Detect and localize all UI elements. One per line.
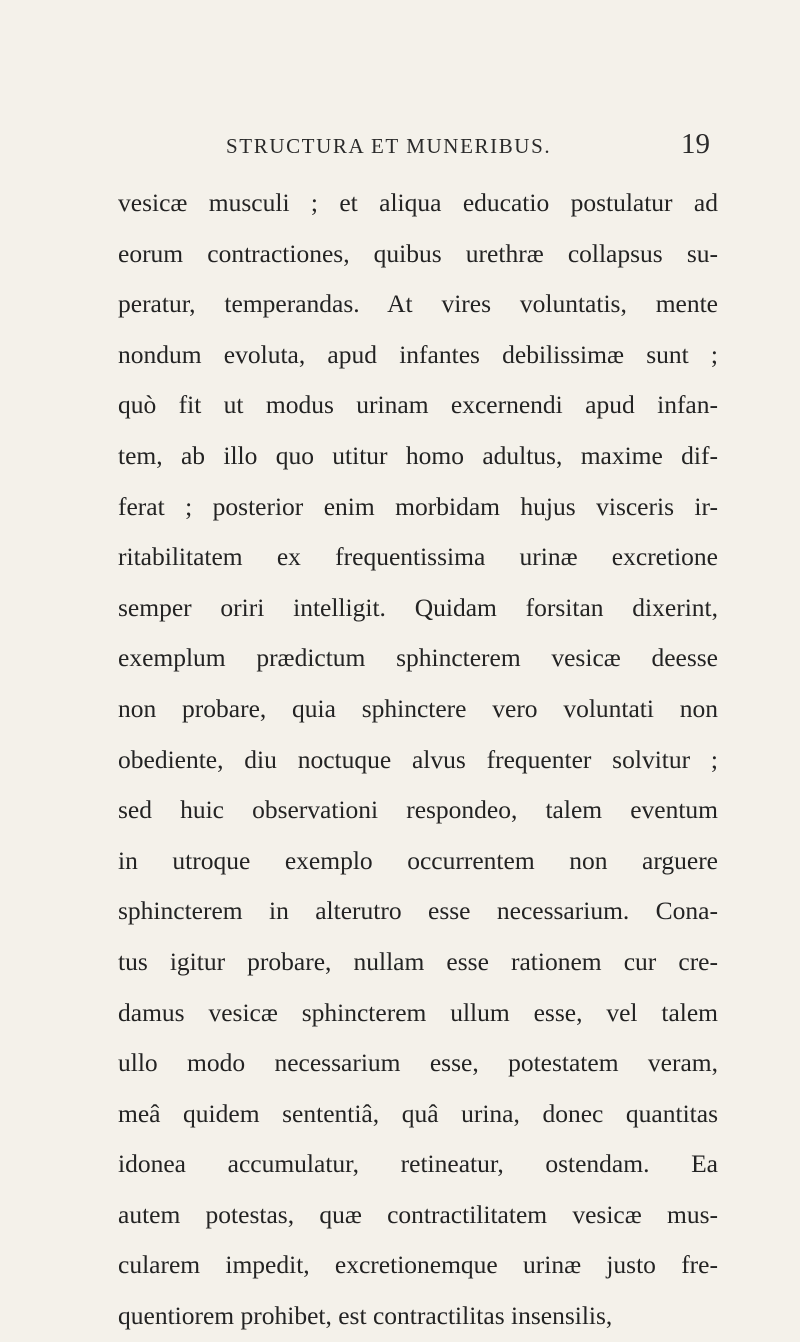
page-number: 19 [681, 128, 710, 160]
text-line: autem potestas, quæ contractilitatem vesicæ mus- [118, 1199, 718, 1229]
text-line: tus igitur probare, nullam esse rationem cur cre- [118, 946, 718, 976]
running-head [226, 128, 716, 164]
text-line: damus vesicæ sphincterem ullum esse, vel talem [118, 997, 718, 1027]
text-line: non probare, quia sphinctere vero voluntati non [118, 693, 718, 723]
text-line: ferat ; posterior enim morbidam hujus visceris ir- [118, 491, 718, 521]
text-line: idonea accumulatur, retineatur, ostendam. Ea [118, 1149, 718, 1179]
text-line: semper oriri intelligit. Quidam forsitan dixerint, [118, 592, 718, 622]
text-line: ullo modo necessarium esse, potestatem veram, [118, 1048, 718, 1078]
text-line: meâ quidem sententiâ, quâ urina, donec quantitas [118, 1098, 718, 1128]
text-line: quentiorem prohibet, est contractilitas insensilis, [118, 1301, 613, 1331]
text-line: in utroque exemplo occurrentem non arguere [118, 845, 718, 875]
text-line: quò fit ut modus urinam excernendi apud infan- [118, 390, 718, 420]
text-line: tem, ab illo quo utitur homo adultus, maxime dif- [118, 440, 718, 470]
running-title: STRUCTURA ET MUNERIBUS. [226, 134, 552, 158]
body-text [118, 178, 718, 1342]
text-line: exemplum prædictum sphincterem vesicæ deesse [118, 643, 718, 673]
text-line: vesicæ musculi ; et aliqua educatio postulatur ad [118, 188, 718, 217]
text-line: cularem impedit, excretionemque urinæ justo fre- [118, 1250, 718, 1280]
text-line: eorum contractiones, quibus urethræ collapsus su- [118, 238, 718, 268]
text-line: sphincterem in alterutro esse necessarium. Cona- [118, 896, 718, 926]
text-line: obediente, diu noctuque alvus frequenter solvitur ; [118, 744, 718, 774]
text-line: ritabilitatem ex frequentissima urinæ excretione [118, 542, 718, 572]
text-line: sed huic observationi respondeo, talem eventum [118, 795, 718, 825]
text-line: nondum evoluta, apud infantes debilissimæ sunt ; [118, 339, 718, 369]
text-line: peratur, temperandas. At vires voluntatis, mente [118, 289, 718, 319]
